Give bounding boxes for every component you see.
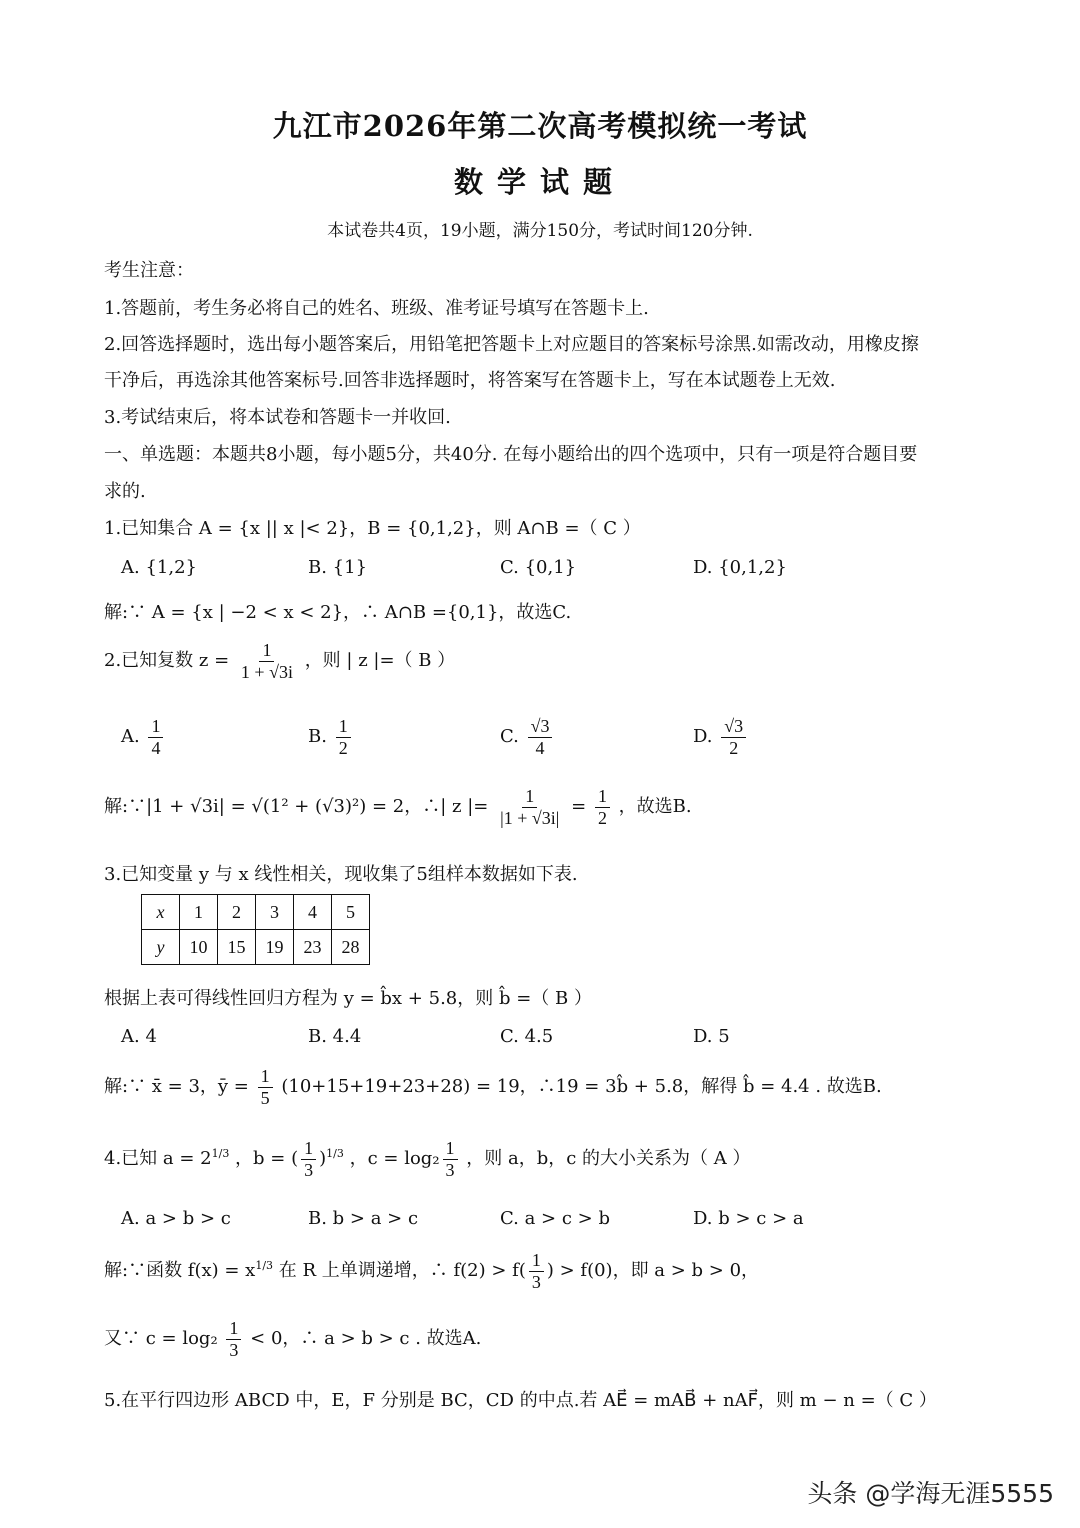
table-cell: 10 [180,930,218,965]
table-cell: 19 [256,930,294,965]
q2-sol-num2: 1 [595,786,610,808]
q3-option-d: D. 5 [693,1026,730,1047]
q4-sol2-frac [226,1318,241,1360]
q4-sol1-c: ) > f(0)，即 a > b > 0， [546,1260,760,1282]
q4-option-a: A. a > b > c [121,1208,231,1229]
q2-option-b-den: 2 [338,737,348,758]
table-cell: 28 [332,930,370,965]
q4-stem-c: ) [319,1148,327,1170]
q4-solution-2 [104,1318,481,1360]
q4-sol1-b: 在 R 上单调递增，∴ f(2) > f( [278,1260,526,1282]
q3-sol-suffix: (10+15+19+23+28) = 19，∴19 = 3b̂ + 5.8，解得 b̂ = 4.4 . 故选B. [281,1076,882,1098]
table-cell: 5 [332,895,370,930]
q4-stem-d: ，c = log₂ [349,1148,440,1170]
q4-exp-2: 1/3 [326,1147,344,1161]
q2-sol-frac-2 [595,786,610,828]
q4-sol2-b: < 0，∴ a > b > c . 故选A. [250,1328,482,1350]
q4-sol1-frac [529,1250,544,1292]
q2-option-b-label: B. [308,726,327,748]
q3-sol-frac [258,1066,273,1108]
q3-data-table [141,894,370,965]
q4-frac-c-den: 3 [445,1159,455,1180]
q4-sol1-num: 1 [529,1250,544,1272]
q2-sol-den: |1 + √3i| [500,807,560,828]
q2-option-c-num: √3 [528,716,553,738]
q2-option-a-num: 1 [148,716,163,738]
q3-sol-prefix: 解:∵ x̄ = 3，ȳ = [104,1076,249,1098]
q2-sol-prefix: 解:∵|1 + √3i| = √(1² + (√3)²) = 2，∴| z |= [104,796,489,818]
q2-option-b-num: 1 [336,716,351,738]
table-row [142,930,370,965]
table-row [142,895,370,930]
q1-option-d: D. {0,1,2} [693,557,787,578]
q4-sol1-den: 3 [531,1271,541,1292]
q2-fraction [238,640,296,682]
q2-option-a-den: 4 [151,737,161,758]
q4-frac-b-den: 3 [304,1159,314,1180]
q5-stem: 5.在平行四边形 ABCD 中，E，F 分别是 BC，CD 的中点.若 AE⃗ = mAB⃗ + nAF⃗，则 m − n =（ C ） [104,1390,937,1411]
q2-option-d [693,716,749,758]
q1-option-a: A. {1,2} [121,557,197,578]
section1-heading-a: 一、单选题：本题共8小题，每小题5分，共40分. 在每小题给出的四个选项中，只有一项是符合题目要 [104,444,918,465]
q4-frac-b-num: 1 [301,1138,316,1160]
table-cell: 2 [218,895,256,930]
q2-prefix: 2.已知复数 z = [104,650,230,672]
notice-item-2b: 干净后，再选涂其他答案标号.回答非选择题时，将答案写在答题卡上，写在本试题卷上无效. [104,370,836,391]
q3-sol-num: 1 [258,1066,273,1088]
section1-heading-b: 求的. [104,481,146,502]
subject-title: 数学试题 [453,165,626,199]
table-cell: 3 [256,895,294,930]
q3-sol-den: 5 [260,1087,270,1108]
notice-item-2a: 2.回答选择题时，选出每小题答案后，用铅笔把答题卡上对应题目的答案标号涂黑.如需改动，用橡皮擦 [104,334,919,355]
q3-question: 根据上表可得线性回归方程为 y = b̂x + 5.8，则 b̂ =（ B ） [104,988,592,1009]
q4-sol2-num: 1 [226,1318,241,1340]
q2-option-a-label: A. [121,726,140,748]
exam-intro: 本试卷共4页，19小题，满分150分，考试时间120分钟. [327,221,753,241]
q2-frac-den: 1 + √3i [240,661,293,682]
q4-stem-b: ，b = ( [235,1148,299,1170]
q2-option-c [500,716,555,758]
q2-sol-frac-1 [497,786,562,828]
q2-option-d-num: √3 [721,716,746,738]
q4-stem-e: ，则 a，b，c 的大小关系为（ A ） [466,1148,751,1170]
q4-option-d: D. b > c > a [693,1208,804,1229]
table-cell: 23 [294,930,332,965]
q3-option-a: A. 4 [121,1026,157,1047]
q4-stem [104,1138,751,1180]
q2-option-d-label: D. [693,726,713,748]
table-cell: 4 [294,895,332,930]
q2-sol-suffix: ，故选B. [618,796,692,818]
q4-sol1-a: 解:∵函数 f(x) = x [104,1260,256,1282]
q3-option-b: B. 4.4 [308,1026,362,1047]
q2-stem [104,640,455,682]
q2-option-a [121,716,166,758]
exam-title: 九江市2026年第二次高考模拟统一考试 [272,109,808,143]
q2-sol-den2: 2 [597,807,607,828]
notice-heading: 考生注意： [104,260,194,281]
q2-option-c-den: 4 [535,737,545,758]
watermark: 头条 @学海无涯5555 [807,1479,1054,1508]
q4-frac-b [301,1138,316,1180]
q4-exp-1: 1/3 [211,1147,230,1161]
q2-solution [104,786,692,828]
q1-option-b: B. {1} [308,557,368,578]
table-cell: x [142,895,180,930]
q1-option-c: C. {0,1} [500,557,577,578]
q4-frac-c-num: 1 [443,1138,458,1160]
q2-option-b-frac [336,716,351,758]
q4-option-c: C. a > c > b [500,1208,610,1229]
q2-sol-num: 1 [522,786,537,808]
q3-stem: 3.已知变量 y 与 x 线性相关，现收集了5组样本数据如下表. [104,864,578,885]
q4-frac-c [443,1138,458,1180]
q2-suffix: ，则 | z |=（ B ） [304,650,456,672]
q4-option-b: B. b > a > c [308,1208,419,1229]
notice-item-3: 3.考试结束后，将本试卷和答题卡一并收回. [104,407,451,428]
q4-sol1-exp: 1/3 [255,1259,274,1273]
q3-option-c: C. 4.5 [500,1026,554,1047]
table-cell: y [142,930,180,965]
q1-solution: 解:∵ A = {x | −2 < x < 2}，∴ A∩B ={0,1}，故选C. [104,602,572,623]
q4-solution-1 [104,1250,759,1292]
q3-solution [104,1066,882,1108]
q2-sol-eq: = [571,796,587,818]
table-cell: 1 [180,895,218,930]
q2-frac-num: 1 [259,640,274,662]
q2-option-d-frac [721,716,746,758]
q2-option-c-label: C. [500,726,519,748]
table-cell: 15 [218,930,256,965]
q4-stem-a: 4.已知 a = 2 [104,1148,212,1170]
q1-stem: 1.已知集合 A = {x || x |< 2}，B = {0,1,2}，则 A∩B =（ C ） [104,518,641,539]
q2-option-c-frac [528,716,553,758]
q4-sol2-den: 3 [229,1339,239,1360]
q4-sol2-a: 又∵ c = log₂ [104,1328,218,1350]
notice-item-1: 1.答题前，考生务必将自己的姓名、班级、准考证号填写在答题卡上. [104,298,649,319]
q2-option-d-den: 2 [729,737,739,758]
q2-option-a-frac [148,716,163,758]
q2-option-b [308,716,354,758]
